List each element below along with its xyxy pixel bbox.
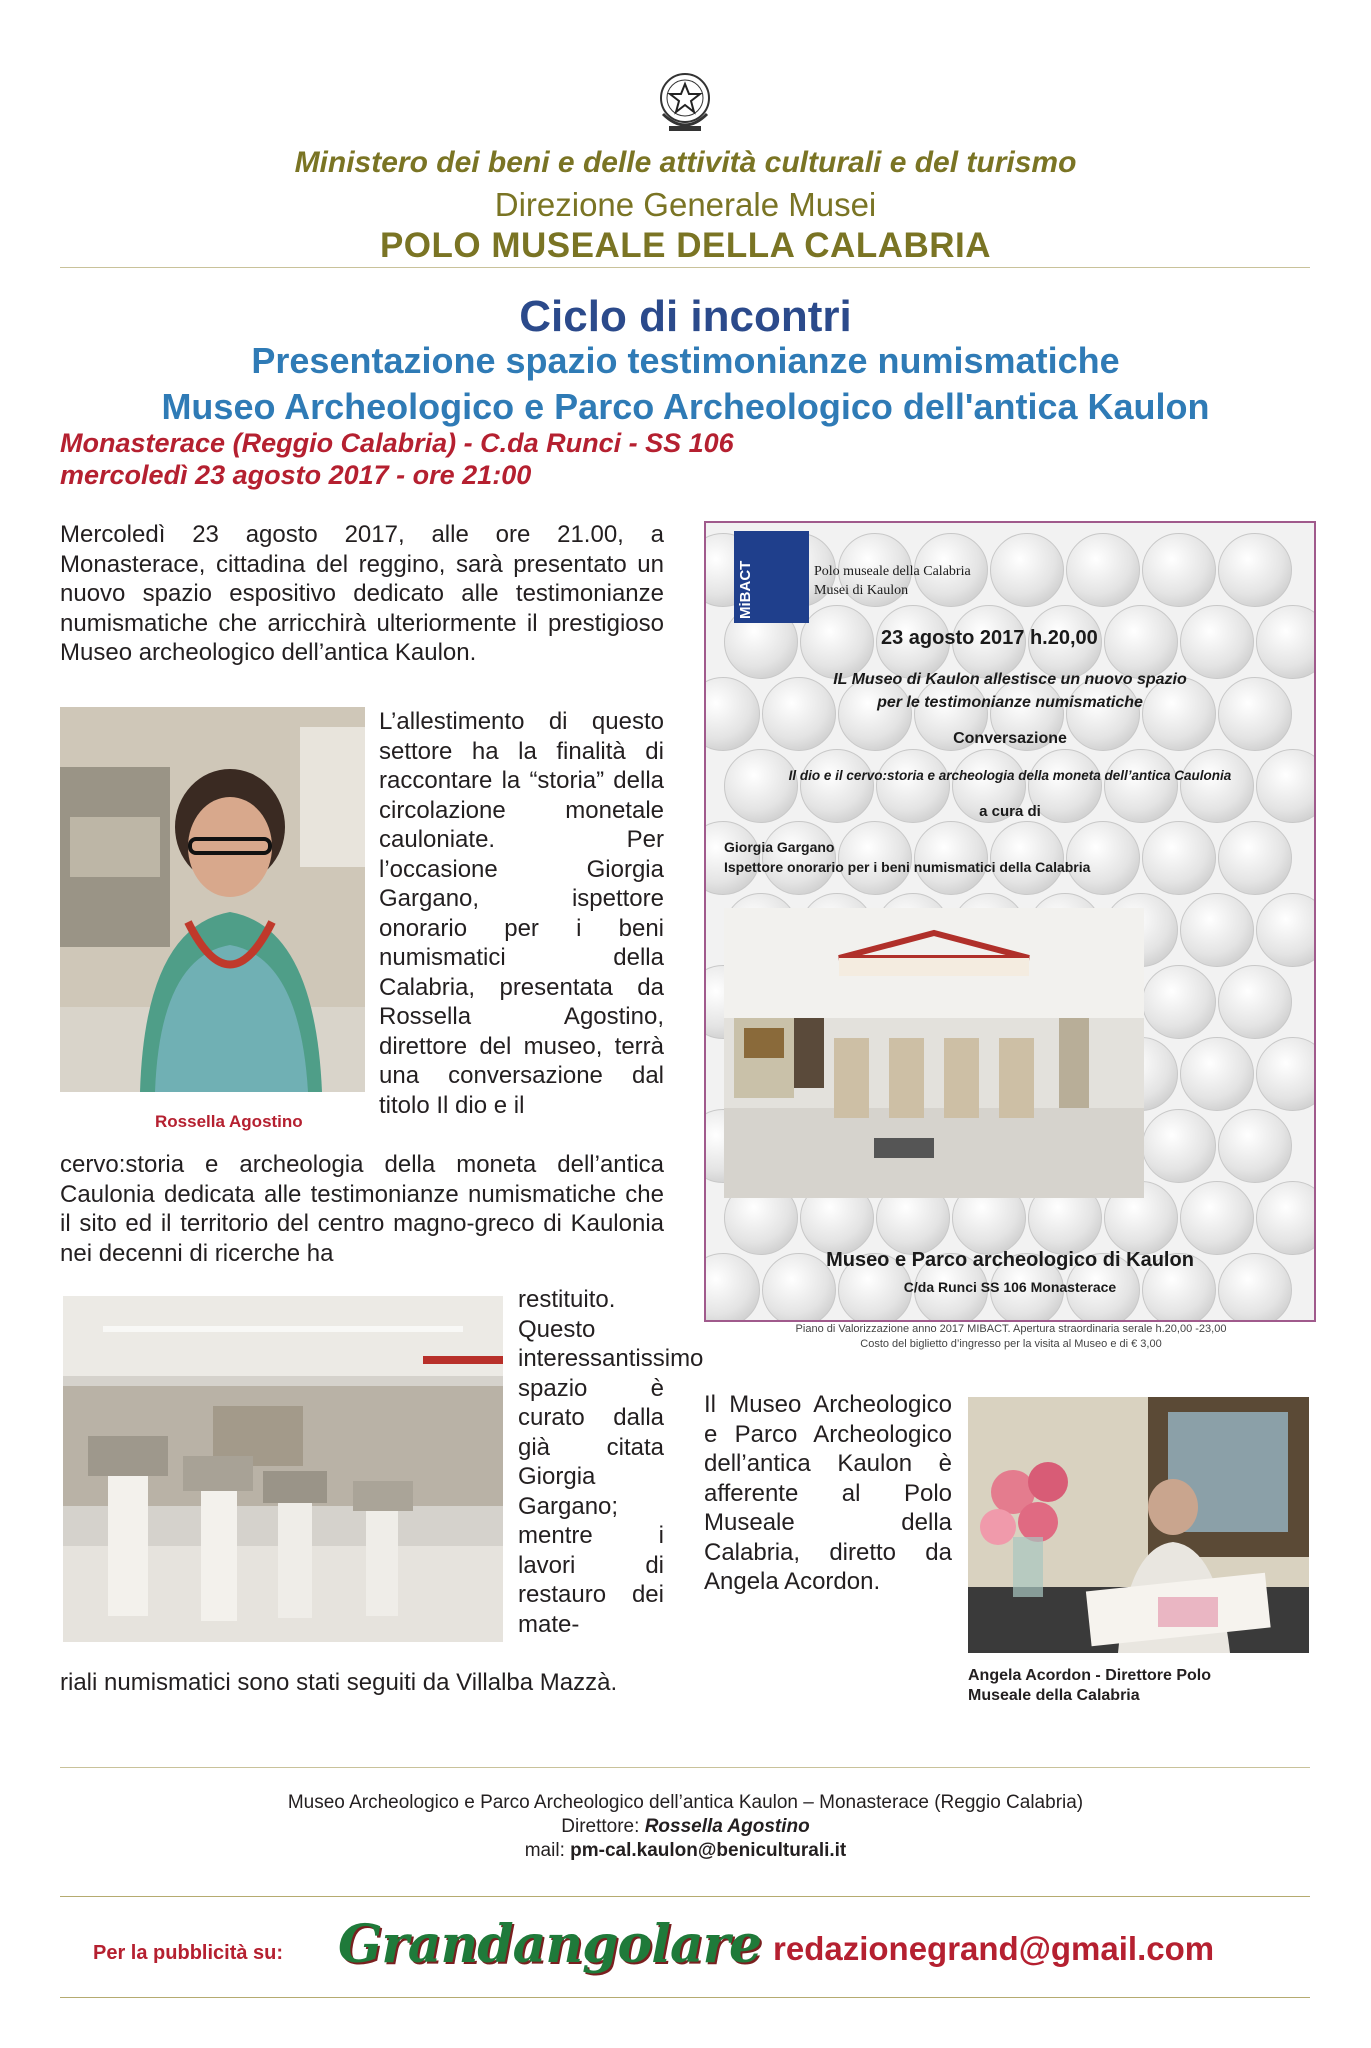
article-wide-d: riali numismatici sono stati seguiti da Villalba Mazzà. <box>60 1669 618 1696</box>
coin-decoration <box>1104 605 1178 679</box>
coin-decoration <box>1180 605 1254 679</box>
poster-logo-line2: Musei di Kaulon <box>814 583 909 598</box>
footer-director-label: Direttore: <box>561 1816 645 1837</box>
coin-decoration <box>1218 1109 1292 1183</box>
event-title: Presentazione spazio testimonianze numismatiche <box>251 340 1120 381</box>
event-poster <box>704 521 1316 1322</box>
footer-director-name: Rossella Agostino <box>644 1816 810 1837</box>
poster-address: C/da Runci SS 106 Monasterace <box>903 1279 1117 1295</box>
footer-director <box>0 1816 1371 1838</box>
event-date: mercoledì 23 agosto 2017 - ore 21:00 <box>60 460 532 490</box>
coin-decoration <box>914 821 988 895</box>
poster-note2: Costo del biglietto d’ingresso per la visita al Museo e di € 3,00 <box>860 1338 1162 1350</box>
coin-decoration <box>1218 533 1292 607</box>
mibact-logo-text: MiBACT <box>737 560 754 619</box>
coin-decoration <box>990 533 1064 607</box>
coin-decoration <box>1180 893 1254 967</box>
acordon-photo <box>968 1397 1309 1653</box>
ministry-name: Ministero dei beni e delle attività culturali e del turismo <box>294 146 1077 179</box>
footer-museum: Museo Archeologico e Parco Archeologico dell’antica Kaulon – Monasterace (Reggio Calabria) <box>287 1792 1084 1813</box>
footer-mail-address[interactable]: pm-cal.kaulon@beniculturali.it <box>570 1840 847 1861</box>
poster-speaker: Giorgia Gargano <box>724 839 835 855</box>
event-location: Monasterace (Reggio Calabria) - C.da Runci - SS 106 <box>60 428 734 458</box>
republic-emblem <box>655 70 715 136</box>
poster-logo-line1: Polo museale della Calabria <box>814 564 971 579</box>
coin-decoration <box>1180 1037 1254 1111</box>
article-right-column: Il Museo Archeologico e Parco Archeologico dell’antica Kaulon è afferente al Polo Museale della Calabria, diretto da Angela Acordon. <box>704 1391 952 1595</box>
footer-divider-top <box>60 1767 1310 1768</box>
coin-decoration <box>1142 821 1216 895</box>
mibact-logo-icon <box>734 531 809 623</box>
coin-decoration <box>800 605 874 679</box>
agostino-photo <box>60 707 365 1092</box>
header-divider <box>60 267 1310 268</box>
coin-decoration <box>704 821 760 895</box>
footer-mail <box>0 1840 1371 1862</box>
ad-label: Per la pubblicità su: <box>93 1942 284 1964</box>
coin-decoration <box>1256 605 1316 679</box>
poster-date: 23 agosto 2017 h.20,00 <box>881 627 1098 649</box>
poster-line2: per le testimonianze numismatiche <box>877 694 1143 711</box>
polo-name: POLO MUSEALE DELLA CALABRIA <box>379 226 992 265</box>
poster-speaker-role: Ispettore onorario per i beni numismatici della Calabria <box>724 859 1091 875</box>
ad-divider-bottom <box>60 1997 1310 1998</box>
exhibit-columns-photo <box>63 1296 503 1642</box>
coin-decoration <box>1256 1181 1316 1255</box>
event-series-title: Ciclo di incontri <box>519 292 852 341</box>
poster-acura: a cura di <box>979 803 1041 820</box>
coin-decoration <box>1256 893 1316 967</box>
coin-decoration <box>1218 965 1292 1039</box>
article-wide-b: cervo:storia e archeologia della moneta dell’antica Caulonia dedicata alle testimonianze numismatiche che il sito ed il territorio del centro magno-greco di Kaulonia nei decenni di ricerche ha <box>60 1151 664 1267</box>
article-intro: Mercoledì 23 agosto 2017, alle ore 21.00, a Monasterace, cittadina del reggino, sarà presentato un nuovo spazio espositivo dedicato alle testimonianze numismatiche che arricchirà ulteriormente il prestigioso Museo archeologico dell’antica Kaulon. <box>60 521 664 666</box>
poster-exhibit-photo <box>724 908 1144 1198</box>
coin-decoration <box>1066 821 1140 895</box>
ad-email[interactable]: redazionegrand@gmail.com <box>773 1930 1215 1967</box>
agostino-caption: Rossella Agostino <box>155 1112 303 1131</box>
coin-decoration <box>838 821 912 895</box>
article-column-c: restituito. Questo interessantissimo spazio è curato dalla già citata Giorgia Gargano; mentre i lavori di restauro dei mate- <box>518 1286 704 1638</box>
ad-divider-top <box>60 1896 1310 1897</box>
directorate-name: Direzione Generale Musei <box>494 186 877 223</box>
coin-decoration <box>1066 533 1140 607</box>
coin-decoration <box>1218 821 1292 895</box>
poster-museo: Museo e Parco archeologico di Kaulon <box>826 1249 1194 1271</box>
grandangolare-logo: Grandangolare <box>338 1914 762 1975</box>
coin-decoration <box>1180 1181 1254 1255</box>
poster-conversazione: Conversazione <box>953 730 1067 747</box>
coin-decoration <box>1142 965 1216 1039</box>
acordon-caption-line2: Museale della Calabria <box>968 1687 1140 1704</box>
poster-line1: IL Museo di Kaulon allestisce un nuovo spazio <box>833 671 1187 688</box>
footer-mail-label: mail: <box>524 1840 571 1861</box>
coin-decoration <box>1142 533 1216 607</box>
coin-decoration <box>990 821 1064 895</box>
poster-talk-title: Il dio e il cervo:storia e archeologia della moneta dell’antica Caulonia <box>788 768 1232 783</box>
article-column-a: L’allestimento di questo settore ha la finalità di raccontare la “storia” della circolazione monetale cauloniate. Per l’occasione Giorgia Gargano, ispettore onorario per i beni numismatici della Calabria, presentata da Rossella Agostino, direttore del museo, terrà una conversazione dal titolo Il dio e il <box>379 708 664 1119</box>
coin-decoration <box>762 821 836 895</box>
acordon-caption-line1: Angela Acordon - Direttore Polo <box>968 1667 1211 1684</box>
coin-decoration <box>1256 1037 1316 1111</box>
poster-note1: Piano di Valorizzazione anno 2017 MIBACT. Apertura straordinaria serale h.20,00 -23,00 <box>795 1323 1227 1335</box>
coin-decoration <box>1142 1109 1216 1183</box>
museum-title: Museo Archeologico e Parco Archeologico dell'antica Kaulon <box>161 386 1210 427</box>
